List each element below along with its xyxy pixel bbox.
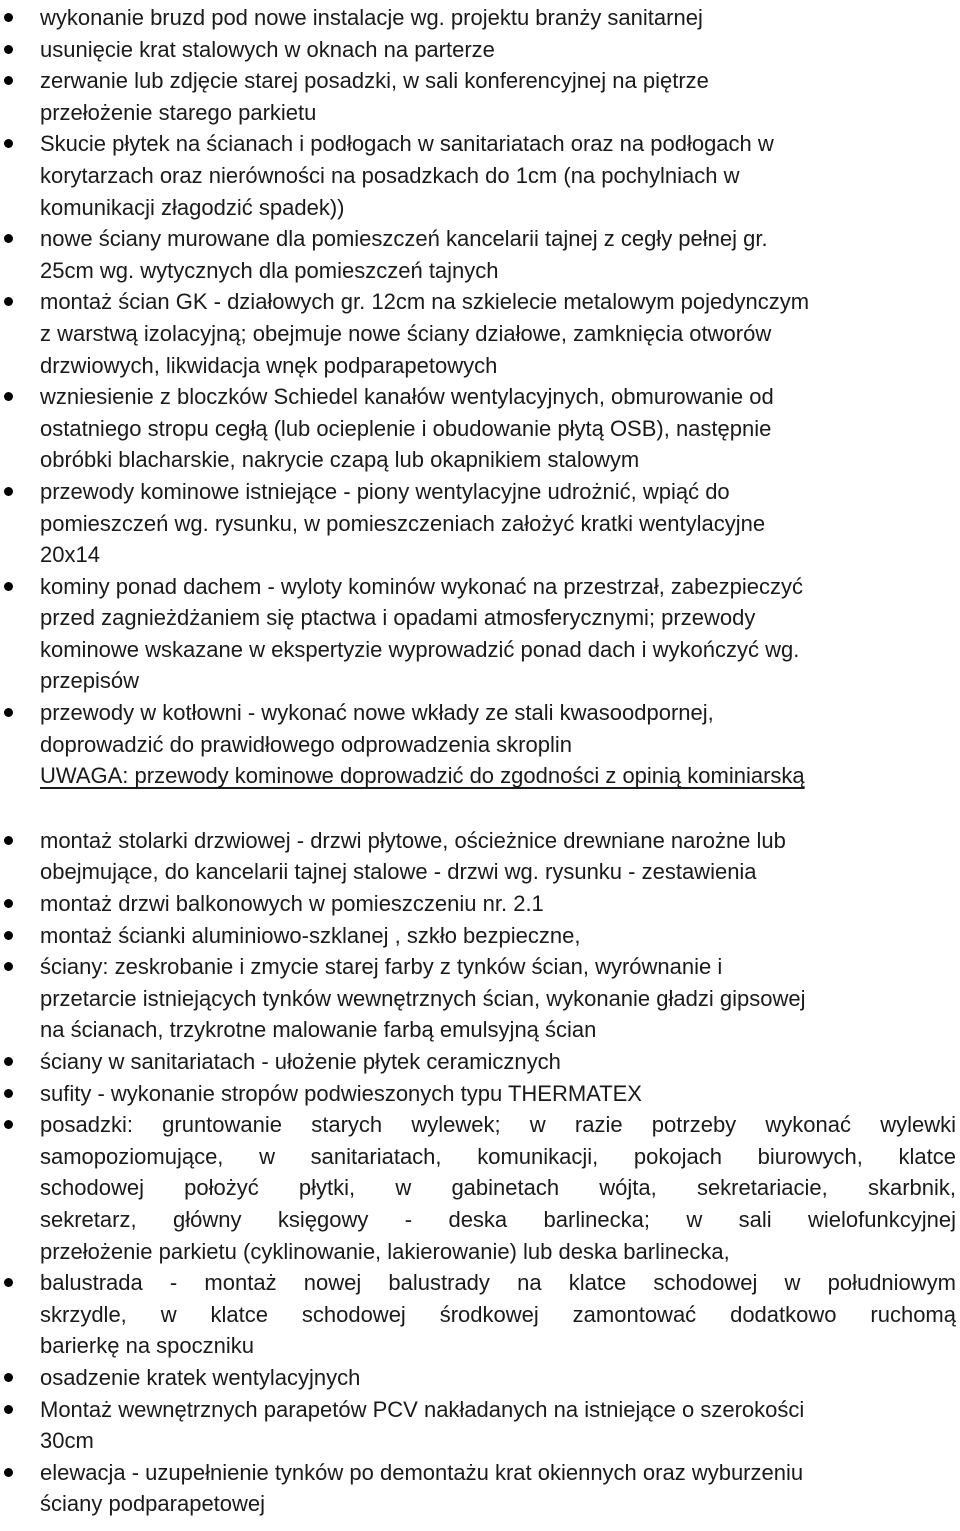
list-item (0, 571, 960, 697)
list-item (0, 1046, 960, 1078)
item-text-line: Montaż wewnętrznych parapetów PCV nakładanych na istniejące o szerokości (40, 1396, 805, 1422)
item-text-line: ściany: zeskrobanie i zmycie starej farby z tynków ścian, wyrównanie i (40, 954, 723, 980)
item-text-line: przełożenie starego parkietu (40, 99, 317, 125)
list-item (0, 223, 960, 286)
item-text-line: ściany podparapetowej (40, 1491, 266, 1517)
item-text-line: osadzenie kratek wentylacyjnych (40, 1364, 361, 1390)
item-text-line: wykonanie bruzd pod nowe instalacje wg. projektu branży sanitarnej (40, 5, 703, 30)
item-text-line: montaż ścian GK - działowych gr. 12cm na szkielecie metalowym pojedynczym (40, 289, 810, 315)
bullet-icon (4, 931, 13, 940)
item-text-line: ostatniego stropu cegłą (lub ocieplenie i obudowanie płytą OSB), następnie (40, 415, 772, 441)
item-text-line: obróbki blacharskie, nakrycie czapą lub okapnikiem stalowym (40, 447, 640, 473)
item-text-line: przetarcie istniejących tynków wewnętrznych ścian, wykonanie gładzi gipsowej (40, 985, 806, 1011)
item-text-line: kominy ponad dachem - wyloty kominów wykonać na przestrzał, zabezpieczyć (40, 573, 803, 599)
item-text-line: korytarzach oraz nierówności na posadzkach do 1cm (na pochylniach w (40, 162, 740, 188)
bullet-icon (4, 76, 13, 85)
list-item (0, 34, 960, 66)
item-text-line: przepisów (40, 668, 140, 694)
bullet-icon (4, 1468, 13, 1477)
bullet-icon (4, 45, 13, 54)
list-item (0, 476, 960, 571)
item-text-line: 20x14 (40, 542, 100, 568)
list-item (0, 825, 960, 888)
bullet-icon (4, 1405, 13, 1414)
document-page (0, 2, 960, 1520)
bullet-icon (4, 708, 13, 717)
item-text-line: na ścianach, trzykrotne malowanie farbą emulsyjną ścian (40, 1017, 597, 1043)
item-text-line: wzniesienie z bloczków Schiedel kanałów wentylacyjnych, obmurowanie od (40, 384, 774, 410)
item-text-line: barierkę na spoczniku (40, 1333, 255, 1359)
bullet-icon (4, 297, 13, 306)
item-text-line: skrzydle, w klatce schodowej środkowej zamontować dodatkowo ruchomą (40, 1301, 956, 1327)
bullet-icon (4, 582, 13, 591)
bullet-icon (4, 899, 13, 908)
work-list-top (0, 2, 960, 760)
list-item (0, 1109, 960, 1267)
item-text-line: usunięcie krat stalowych w oknach na parterze (40, 36, 495, 62)
item-text-line: przed zagnieżdżaniem się ptactwa i opadami atmosferycznymi; przewody (40, 605, 756, 631)
list-item (0, 1078, 960, 1110)
item-text-line: samopoziomujące, w sanitariatach, komunikacji, pokojach biurowych, klatce (40, 1143, 956, 1169)
list-item (0, 697, 960, 760)
list-item (0, 65, 960, 128)
list-item (0, 1394, 960, 1457)
bullet-icon (4, 1278, 13, 1287)
bullet-icon (4, 139, 13, 148)
item-text-line: posadzki: gruntowanie starych wylewek; w razie potrzeby wykonać wylewki (40, 1112, 956, 1138)
item-text-line: sekretarz, główny księgowy - deska barlinecka; w sali wielofunkcyjnej (40, 1206, 956, 1232)
bullet-icon (4, 962, 13, 971)
bullet-icon (4, 1089, 13, 1098)
work-list-bottom (0, 825, 960, 1520)
item-text-line: nowe ściany murowane dla pomieszczeń kancelarii tajnej z cegły pełnej gr. (40, 226, 768, 252)
item-text-line: Skucie płytek na ścianach i podłogach w sanitariatach oraz na podłogach w (40, 131, 774, 157)
bullet-icon (4, 1373, 13, 1382)
bullet-icon (4, 13, 13, 22)
list-item (0, 128, 960, 223)
item-text-line: montaż ścianki aluminiowo-szklanej , szkło bezpieczne, (40, 922, 581, 948)
bullet-icon (4, 392, 13, 401)
item-text-line: schodowej położyć płytki, w gabinetach wójta, sekretariacie, skarbnik, (40, 1175, 956, 1201)
item-text-line: montaż drzwi balkonowych w pomieszczeniu nr. 2.1 (40, 891, 544, 917)
item-text-line: kominowe wskazane w ekspertyzie wyprowadzić ponad dach i wykończyć wg. (40, 636, 800, 662)
item-text-line: przewody kominowe istniejące - piony wentylacyjne udrożnić, wpiąć do (40, 478, 730, 504)
note-text: UWAGA: przewody kominowe doprowadzić do zgodności z opinią kominiarską (40, 763, 805, 789)
bullet-icon (4, 1120, 13, 1129)
list-item (0, 1362, 960, 1394)
item-text-line: drzwiowych, likwidacja wnęk podparapetowych (40, 352, 498, 378)
list-item (0, 1457, 960, 1520)
item-text-line: montaż stolarki drzwiowej - drzwi płytowe, ościeżnice drewniane narożne lub (40, 827, 786, 853)
chimney-note (0, 760, 960, 792)
list-item (0, 888, 960, 920)
item-text-line: balustrada - montaż nowej balustrady na klatce schodowej w południowym (40, 1270, 956, 1296)
item-text-line: z warstwą izolacyjną; obejmuje nowe ściany działowe, zamknięcia otworów (40, 320, 772, 346)
item-text-line: 25cm wg. wytycznych dla pomieszczeń tajnych (40, 257, 499, 283)
item-text-line: zerwanie lub zdjęcie starej posadzki, w sali konferencyjnej na piętrze (40, 68, 709, 94)
item-text-line: obejmujące, do kancelarii tajnej stalowe - drzwi wg. rysunku - zestawienia (40, 859, 757, 885)
item-text-line: przewody w kotłowni - wykonać nowe wkłady ze stali kwasoodpornej, (40, 700, 714, 726)
bullet-icon (4, 836, 13, 845)
bullet-icon (4, 234, 13, 243)
item-text-line: 30cm (40, 1428, 94, 1454)
list-item (0, 951, 960, 1046)
spacer (0, 792, 960, 825)
item-text-line: elewacja - uzupełnienie tynków po demontażu krat okiennych oraz wyburzeniu (40, 1459, 804, 1485)
item-text-line: przełożenie parkietu (cyklinowanie, lakierowanie) lub deska barlinecka, (40, 1238, 730, 1264)
item-text-line: sufity - wykonanie stropów podwieszonych typu THERMATEX (40, 1080, 642, 1106)
item-text-line: komunikacji złagodzić spadek)) (40, 194, 345, 220)
bullet-icon (4, 1057, 13, 1066)
list-item (0, 286, 960, 381)
list-item (0, 1267, 960, 1362)
list-item (0, 920, 960, 952)
item-text-line: doprowadzić do prawidłowego odprowadzenia skroplin (40, 731, 572, 757)
bullet-icon (4, 487, 13, 496)
item-text-line: ściany w sanitariatach - ułożenie płytek ceramicznych (40, 1049, 561, 1074)
list-item (0, 381, 960, 476)
list-item (0, 2, 960, 34)
item-text-line: pomieszczeń wg. rysunku, w pomieszczeniach założyć kratki wentylacyjne (40, 510, 766, 536)
